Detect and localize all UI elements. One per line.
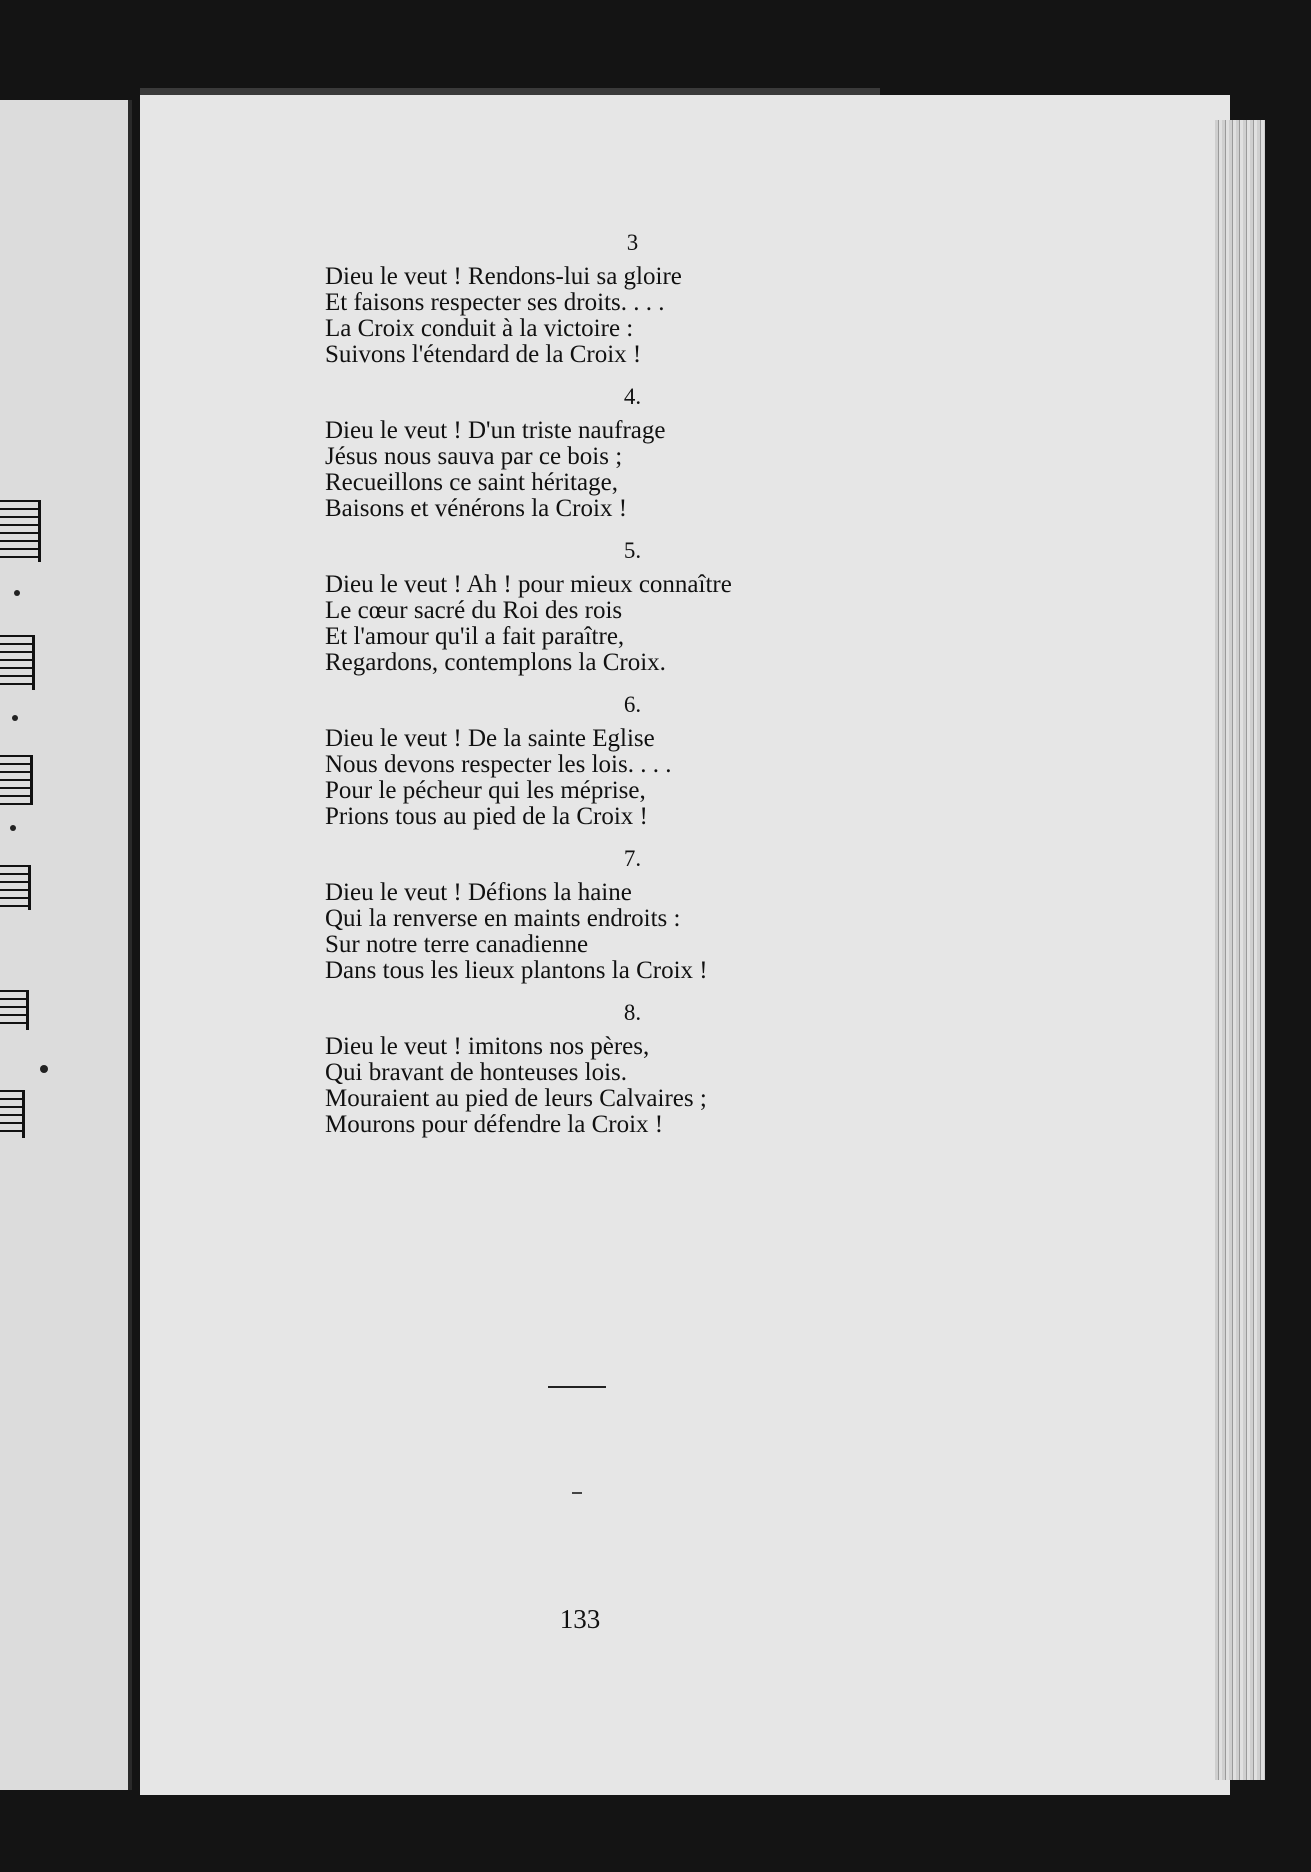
verse-line: Le cœur sacré du Roi des rois xyxy=(325,597,623,624)
verse-line: Dieu le veut ! Défions la haine xyxy=(325,879,632,906)
facing-page-block xyxy=(0,635,35,690)
stanza-number: 8. xyxy=(623,1000,642,1025)
verse-line: Nous devons respecter les lois. . . . xyxy=(325,751,672,778)
verse-line: Sur notre terre canadienne xyxy=(325,931,589,958)
poem xyxy=(325,230,885,1154)
facing-page-block xyxy=(0,990,29,1030)
verse-line: Jésus nous sauva par ce bois ; xyxy=(325,443,623,470)
facing-page-dot xyxy=(12,715,18,721)
stanza-number: 6. xyxy=(623,692,642,717)
facing-page-dot xyxy=(10,825,16,831)
verse-line: Prions tous au pied de la Croix ! xyxy=(325,803,648,830)
stanza xyxy=(325,230,885,368)
facing-page-block xyxy=(0,755,33,805)
stanza-number: 4. xyxy=(623,384,642,409)
verse-line: Dans tous les lieux plantons la Croix ! xyxy=(325,957,708,984)
stanza-number: 3 xyxy=(626,230,639,255)
verse-line: Regardons, contemplons la Croix. xyxy=(325,649,666,676)
verse-line: Mourons pour défendre la Croix ! xyxy=(325,1111,664,1138)
small-mark xyxy=(572,1492,582,1494)
facing-page-block xyxy=(0,865,31,910)
verse-line: Qui bravant de honteuses lois. xyxy=(325,1059,628,1086)
stanza-number: 7. xyxy=(623,846,642,871)
facing-page-block xyxy=(0,1090,25,1138)
stanza xyxy=(325,1000,885,1138)
stanza xyxy=(325,692,885,830)
page-stack-edges xyxy=(1215,120,1265,1780)
stanza xyxy=(325,538,885,676)
verse-line: Dieu le veut ! D'un triste naufrage xyxy=(325,417,666,444)
closing-rule xyxy=(548,1386,606,1388)
facing-page-marks xyxy=(0,100,132,1790)
gutter-line xyxy=(128,100,132,1790)
verse-line: Qui la renverse en maints endroits : xyxy=(325,905,681,932)
stanza xyxy=(325,846,885,984)
verse-line: Baisons et vénérons la Croix ! xyxy=(325,495,628,522)
facing-page-dot xyxy=(14,590,20,596)
verse-line: Dieu le veut ! imitons nos pères, xyxy=(325,1033,650,1060)
verse-line: Et l'amour qu'il a fait paraître, xyxy=(325,623,625,650)
facing-page-dot xyxy=(40,1065,48,1073)
verse-line: La Croix conduit à la victoire : xyxy=(325,315,634,342)
verse-line: Suivons l'étendard de la Croix ! xyxy=(325,341,642,368)
verse-line: Dieu le veut ! Rendons-lui sa gloire xyxy=(325,263,682,290)
verse-line: Recueillons ce saint héritage, xyxy=(325,469,618,496)
facing-page-block xyxy=(0,500,41,562)
stanza-number: 5. xyxy=(623,538,642,563)
facing-page xyxy=(0,100,132,1790)
page-number: 133 xyxy=(559,1604,601,1634)
stanza xyxy=(325,384,885,522)
verse-line: Dieu le veut ! Ah ! pour mieux connaître xyxy=(325,571,732,598)
verse-line: Et faisons respecter ses droits. . . . xyxy=(325,289,665,316)
verse-line: Mouraient au pied de leurs Calvaires ; xyxy=(325,1085,707,1112)
verse-line: Pour le pécheur qui les méprise, xyxy=(325,777,646,804)
verse-line: Dieu le veut ! De la sainte Eglise xyxy=(325,725,655,752)
